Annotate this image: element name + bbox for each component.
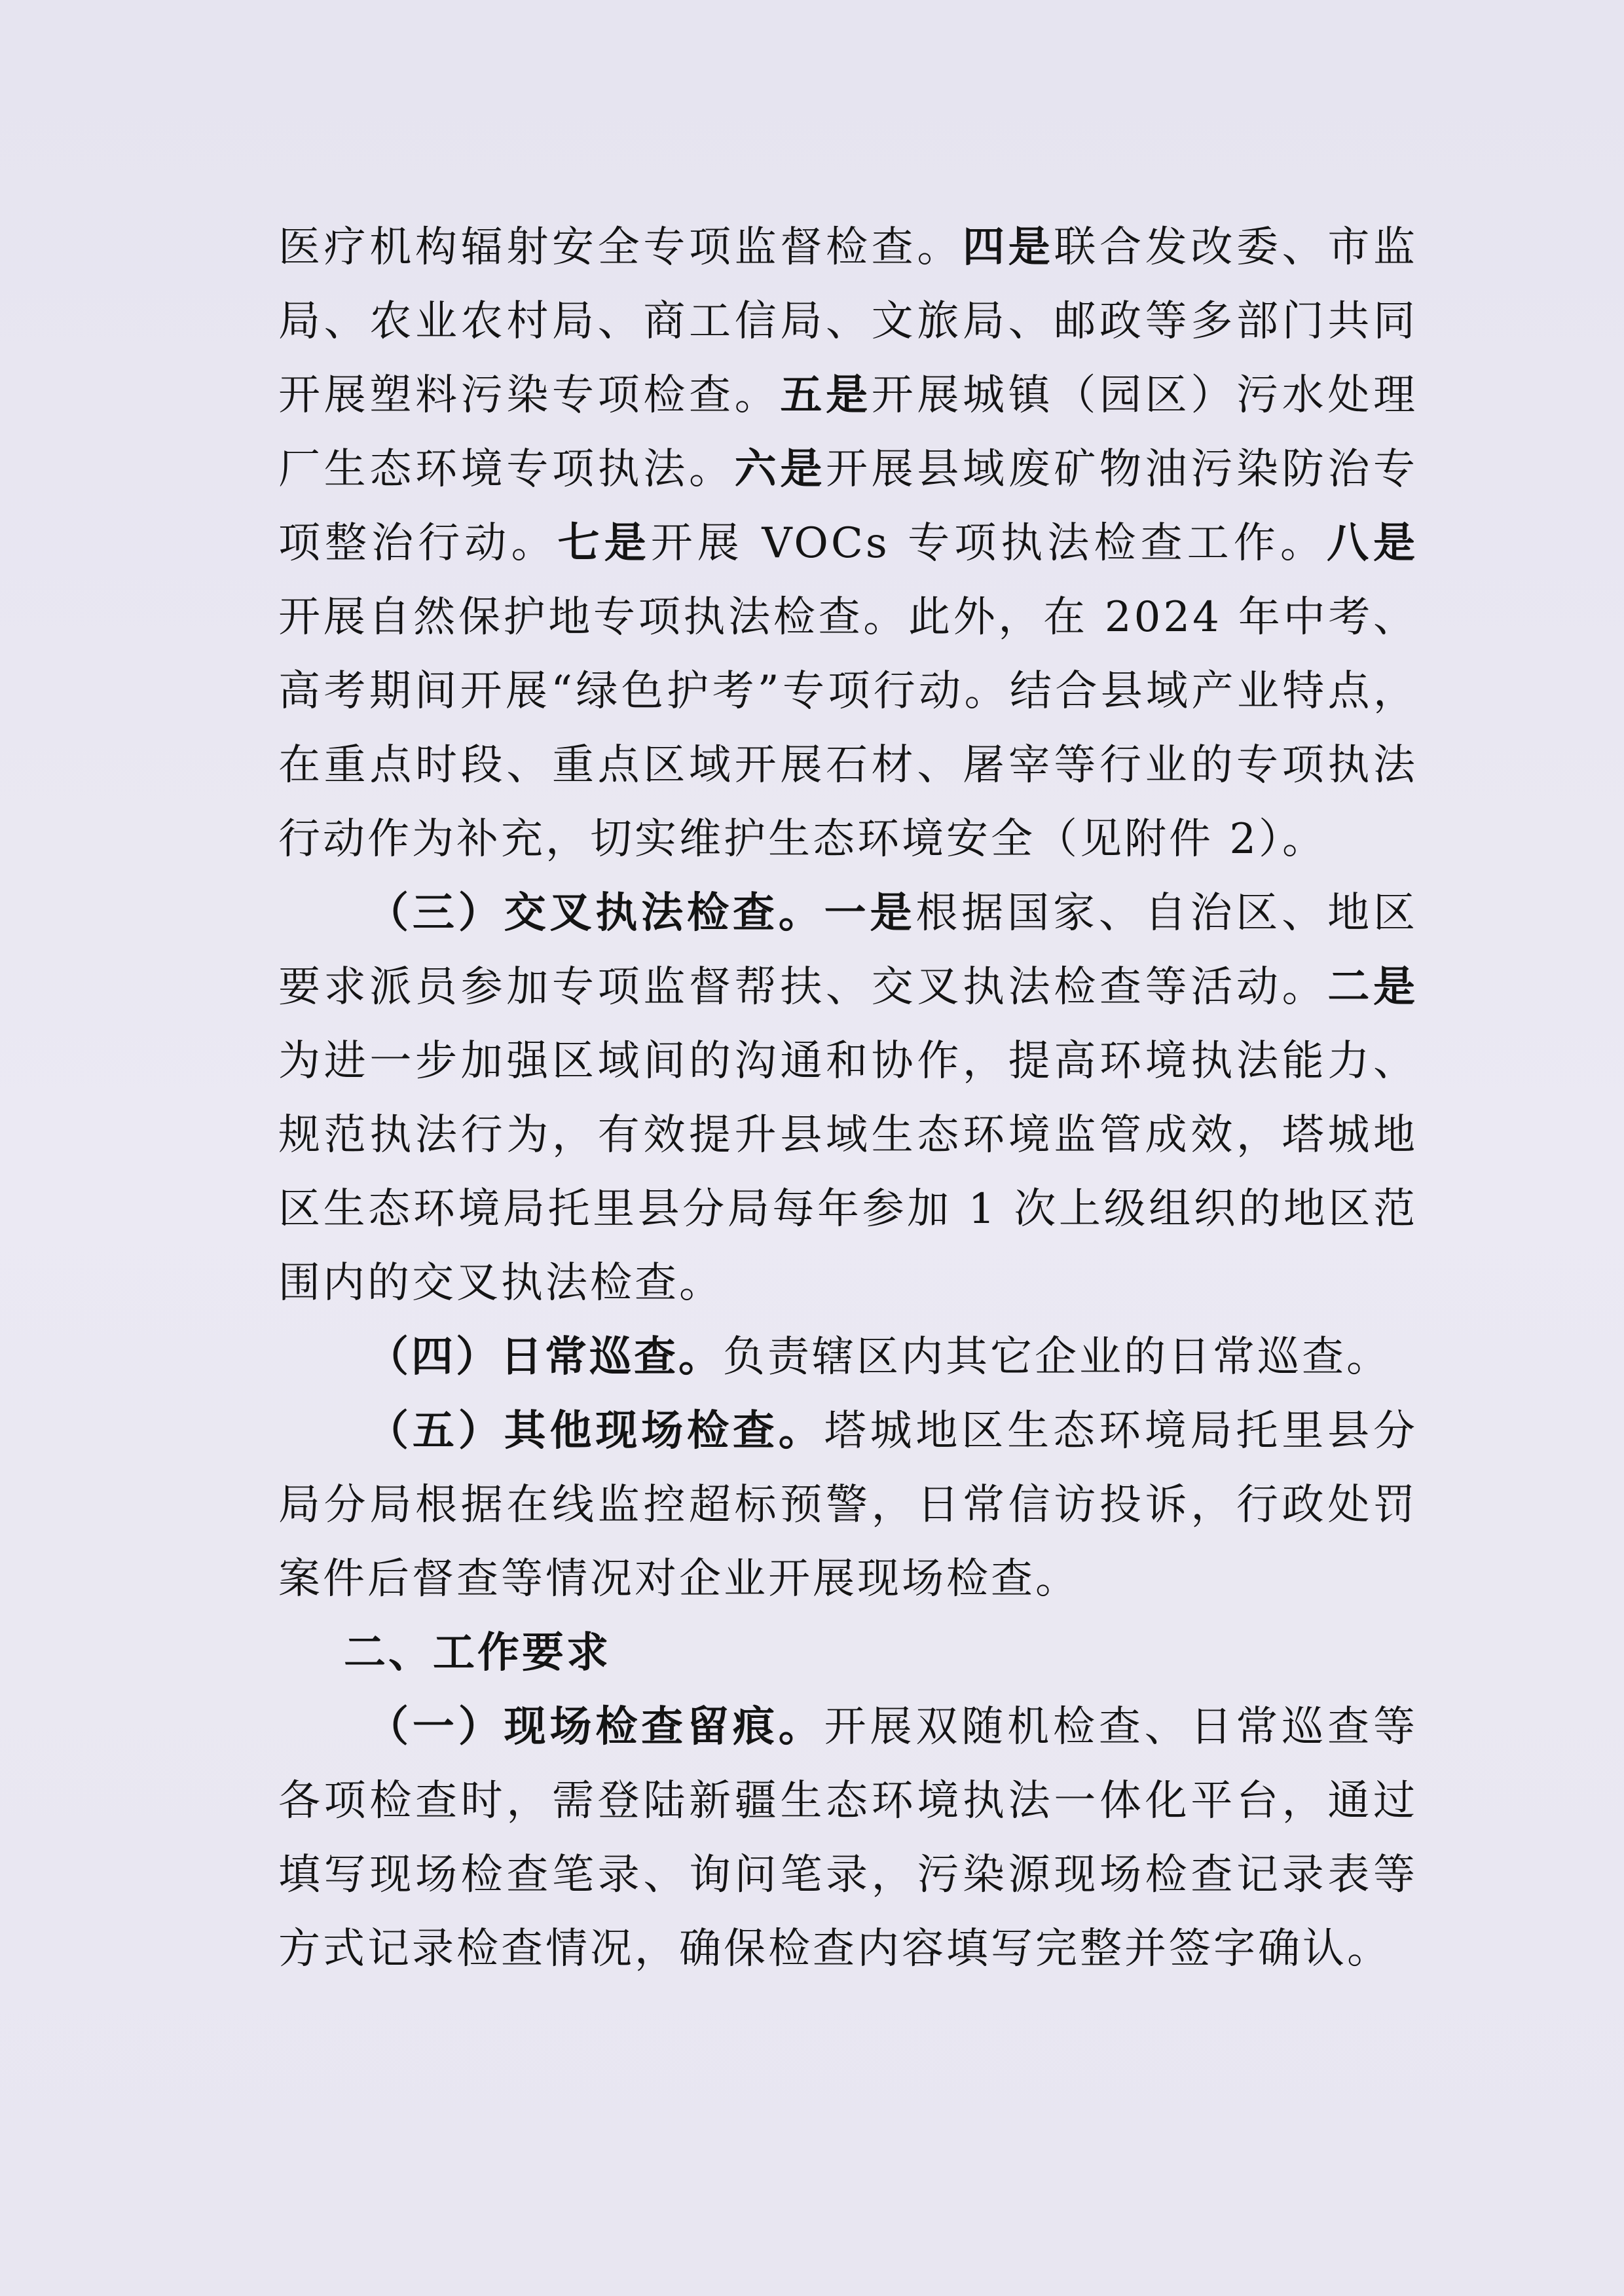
paragraph-special-inspections bbox=[278, 211, 1418, 877]
text: 开展自然保护地专项执法检查。此外，在 2024 年中考、高考期间开展“绿色护考”专项行动。结合县域产业特点，在重点时段、重点区域开展石材、屠宰等行业的专项执法行动作为补充，切实维护生态环境安全（见附件 2）。 bbox=[278, 593, 1418, 864]
text: 开展 VOCs 专项执法检查工作。 bbox=[650, 519, 1327, 568]
text: 医疗机构辐射安全专项监督检查。 bbox=[278, 223, 963, 272]
text: 开展城镇（园区）污水处理厂生态环境专项执法。 bbox=[278, 371, 1418, 494]
subsection-heading: （三）交叉执法检查。 bbox=[367, 889, 824, 938]
text: 根据国家、自治区、地区要求派员参加专项监督帮扶、交叉执法检查等活动。 bbox=[278, 889, 1418, 1011]
bold-marker: 一是 bbox=[824, 889, 916, 938]
bold-marker: 七是 bbox=[557, 519, 651, 568]
paragraph-cross-enforcement bbox=[278, 877, 1418, 1321]
bold-marker: 六是 bbox=[734, 445, 826, 494]
text: 联合发改委、市监局、农业农村局、商工信局、文旅局、邮政等多部门共同开展塑料污染专项检查。 bbox=[278, 223, 1418, 420]
text: 塔城地区生态环境局托里县分局分局根据在线监控超标预警，日常信访投诉，行政处罚案件后督查等情况对企业开展现场检查。 bbox=[278, 1407, 1418, 1603]
bold-marker: 四是 bbox=[963, 223, 1054, 272]
bold-marker: 二是 bbox=[1327, 963, 1418, 1011]
document-body bbox=[278, 211, 1418, 1986]
subsection-heading: （五）其他现场检查。 bbox=[367, 1407, 824, 1455]
text: 开展双随机检查、日常巡查等各项检查时，需登陆新疆生态环境执法一体化平台，通过填写现场检查笔录、询问笔录，污染源现场检查记录表等方式记录检查情况，确保检查内容填写完整并签字确认。 bbox=[278, 1703, 1418, 1973]
section-heading-work-requirements: 二、工作要求 bbox=[344, 1629, 611, 1677]
paragraph-inspection-records bbox=[278, 1690, 1418, 1986]
subsection-heading: （四）日常巡查。 bbox=[367, 1333, 723, 1381]
text: 负责辖区内其它企业的日常巡查。 bbox=[723, 1333, 1391, 1381]
subsection-heading: （一）现场检查留痕。 bbox=[367, 1703, 824, 1751]
paragraph-daily-patrol bbox=[278, 1321, 1418, 1394]
text: 开展县域废矿物油污染防治专项整治行动。 bbox=[278, 445, 1418, 568]
bold-marker: 五是 bbox=[780, 371, 872, 420]
paragraph-other-inspections bbox=[278, 1394, 1418, 1616]
text: 为进一步加强区域间的沟通和协作，提高环境执法能力、规范执法行为，有效提升县域生态环境监管成效，塔城地区生态环境局托里县分局每年参加 1 次上级组织的地区范围内的交叉执法检查。 bbox=[278, 1037, 1418, 1307]
bold-marker: 八是 bbox=[1326, 519, 1418, 568]
